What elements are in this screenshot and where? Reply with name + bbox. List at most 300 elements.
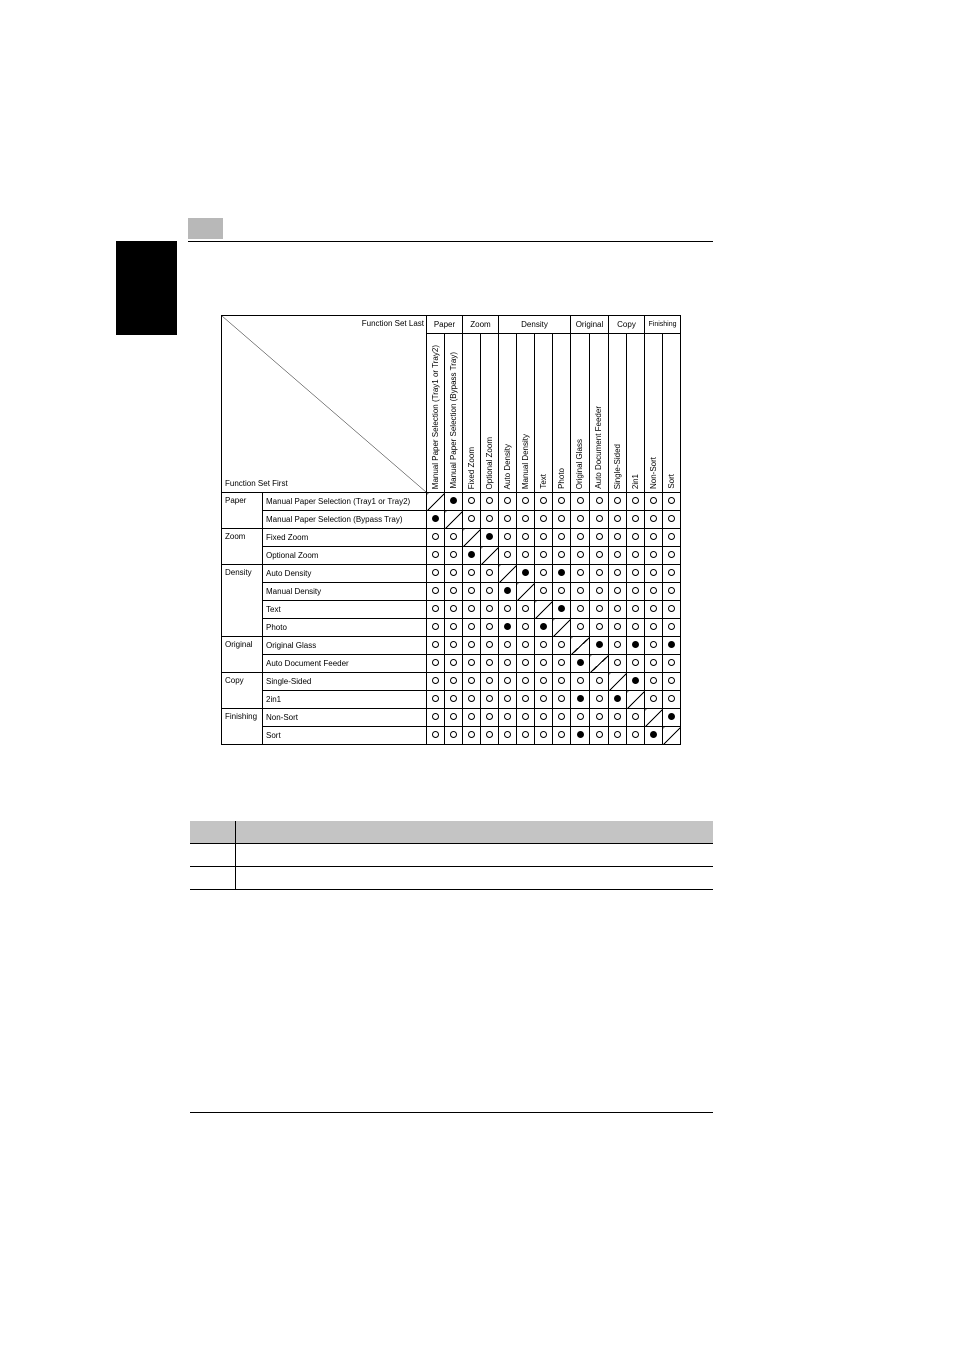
compatibility-cell (645, 529, 663, 547)
open-circle-icon (450, 587, 457, 594)
open-circle-icon (486, 587, 493, 594)
open-circle-icon (432, 659, 439, 666)
compatibility-cell (609, 619, 627, 637)
open-circle-icon (504, 695, 511, 702)
compatibility-cell (553, 691, 571, 709)
open-circle-icon (432, 641, 439, 648)
compatibility-cell (553, 493, 571, 511)
compatibility-cell (571, 493, 590, 511)
legend-row (190, 867, 713, 890)
compatibility-cell (445, 709, 463, 727)
open-circle-icon (504, 659, 511, 666)
compatibility-cell (463, 493, 481, 511)
open-circle-icon (577, 497, 584, 504)
compatibility-cell (445, 673, 463, 691)
compatibility-cell (645, 565, 663, 583)
compatibility-cell (663, 709, 681, 727)
matrix-row (222, 637, 681, 655)
column-header (499, 334, 517, 493)
open-circle-icon (522, 533, 529, 540)
column-header-label: Original Glass (575, 438, 584, 489)
row-label: 2in1 (263, 691, 427, 709)
open-circle-icon (614, 623, 621, 630)
compatibility-cell (445, 655, 463, 673)
compatibility-cell (463, 565, 481, 583)
matrix-row (222, 493, 681, 511)
open-circle-icon (614, 731, 621, 738)
compatibility-cell (499, 655, 517, 673)
compatibility-cell (590, 529, 609, 547)
open-circle-icon (596, 713, 603, 720)
open-circle-icon (486, 641, 493, 648)
open-circle-icon (614, 497, 621, 504)
open-circle-icon (432, 569, 439, 576)
matrix-row (222, 565, 681, 583)
compatibility-cell (517, 619, 535, 637)
compatibility-cell (481, 655, 499, 673)
diagonal-cell (517, 583, 535, 601)
filled-circle-icon (596, 641, 603, 648)
chapter-side-tab (116, 241, 177, 335)
matrix-row (222, 619, 681, 637)
open-circle-icon (486, 623, 493, 630)
open-circle-icon (668, 497, 675, 504)
open-circle-icon (522, 605, 529, 612)
compatibility-cell (481, 619, 499, 637)
function-set-last-label: Function Set Last (361, 319, 424, 328)
compatibility-cell (517, 565, 535, 583)
open-circle-icon (558, 731, 565, 738)
open-circle-icon (632, 605, 639, 612)
open-circle-icon (577, 569, 584, 576)
open-circle-icon (522, 497, 529, 504)
open-circle-icon (558, 515, 565, 522)
open-circle-icon (668, 569, 675, 576)
compatibility-cell (535, 547, 553, 565)
compatibility-cell (535, 493, 553, 511)
open-circle-icon (468, 677, 475, 684)
diagonal-cell (535, 601, 553, 619)
column-header-label: Auto Document Feeder (594, 406, 603, 489)
column-header (590, 334, 609, 493)
open-circle-icon (650, 533, 657, 540)
filled-circle-icon (522, 569, 529, 576)
compatibility-cell (445, 493, 463, 511)
compatibility-cell (627, 655, 645, 673)
compatibility-cell (571, 565, 590, 583)
matrix-row (222, 673, 681, 691)
open-circle-icon (668, 677, 675, 684)
column-header-label: Manual Density (520, 433, 530, 489)
compatibility-cell (663, 619, 681, 637)
open-circle-icon (504, 497, 511, 504)
column-header-label: Fixed Zoom (466, 446, 476, 489)
column-header-label: Non-Sort (648, 456, 658, 489)
open-circle-icon (596, 605, 603, 612)
compatibility-cell (645, 637, 663, 655)
compatibility-cell (463, 691, 481, 709)
row-label: Photo (263, 619, 427, 637)
open-circle-icon (668, 587, 675, 594)
compatibility-cell (481, 583, 499, 601)
diagonal-cell (427, 493, 445, 511)
compatibility-cell (481, 601, 499, 619)
open-circle-icon (522, 623, 529, 630)
matrix-row (222, 655, 681, 673)
compatibility-cell (535, 583, 553, 601)
row-group-label: Zoom (222, 529, 263, 565)
compatibility-cell (627, 547, 645, 565)
compatibility-cell (463, 655, 481, 673)
open-circle-icon (668, 623, 675, 630)
open-circle-icon (432, 695, 439, 702)
open-circle-icon (540, 497, 547, 504)
column-header (645, 334, 663, 493)
compatibility-cell (663, 565, 681, 583)
open-circle-icon (650, 587, 657, 594)
compatibility-cell (427, 637, 445, 655)
filled-circle-icon (632, 641, 639, 648)
matrix-corner (222, 316, 427, 493)
open-circle-icon (632, 533, 639, 540)
compatibility-cell (427, 709, 445, 727)
compatibility-cell (481, 709, 499, 727)
open-circle-icon (540, 659, 547, 666)
column-header (481, 334, 499, 493)
open-circle-icon (522, 731, 529, 738)
open-circle-icon (432, 533, 439, 540)
compatibility-cell (427, 727, 445, 745)
compatibility-cell (535, 727, 553, 745)
filled-circle-icon (432, 515, 439, 522)
matrix-row (222, 709, 681, 727)
open-circle-icon (522, 515, 529, 522)
open-circle-icon (450, 623, 457, 630)
column-header-label: Manual Paper Selection (Tray1 or Tray2) (430, 344, 440, 489)
compatibility-cell (535, 565, 553, 583)
compatibility-cell (590, 727, 609, 745)
filled-circle-icon (504, 587, 511, 594)
open-circle-icon (632, 515, 639, 522)
compatibility-cell (553, 583, 571, 601)
open-circle-icon (614, 641, 621, 648)
compatibility-cell (481, 511, 499, 529)
compatibility-cell (571, 529, 590, 547)
open-circle-icon (577, 587, 584, 594)
compatibility-cell (627, 493, 645, 511)
open-circle-icon (504, 641, 511, 648)
open-circle-icon (504, 605, 511, 612)
open-circle-icon (614, 587, 621, 594)
compatibility-cell (645, 691, 663, 709)
compatibility-cell (535, 655, 553, 673)
compatibility-cell (445, 583, 463, 601)
compatibility-cell (499, 583, 517, 601)
compatibility-cell (609, 493, 627, 511)
compatibility-cell (645, 655, 663, 673)
compatibility-cell (517, 727, 535, 745)
compatibility-cell (535, 529, 553, 547)
filled-circle-icon (632, 677, 639, 684)
open-circle-icon (450, 659, 457, 666)
column-group-header: Density (499, 316, 571, 334)
column-header (571, 334, 590, 493)
open-circle-icon (558, 659, 565, 666)
open-circle-icon (450, 677, 457, 684)
open-circle-icon (614, 533, 621, 540)
open-circle-icon (596, 587, 603, 594)
matrix-row (222, 691, 681, 709)
compatibility-cell (609, 637, 627, 655)
compatibility-cell (553, 727, 571, 745)
open-circle-icon (650, 569, 657, 576)
open-circle-icon (668, 695, 675, 702)
open-circle-icon (522, 695, 529, 702)
filled-circle-icon (577, 659, 584, 666)
open-circle-icon (614, 551, 621, 558)
open-circle-icon (540, 533, 547, 540)
open-circle-icon (632, 569, 639, 576)
diagonal-cell (663, 727, 681, 745)
compatibility-cell (627, 583, 645, 601)
function-combination-matrix (221, 315, 681, 745)
symbol-legend-table (190, 821, 713, 890)
diagonal-cell (445, 511, 463, 529)
open-circle-icon (468, 623, 475, 630)
open-circle-icon (432, 587, 439, 594)
compatibility-cell (499, 547, 517, 565)
matrix-row (222, 529, 681, 547)
matrix-row (222, 601, 681, 619)
open-circle-icon (450, 713, 457, 720)
compatibility-cell (627, 637, 645, 655)
compatibility-cell (663, 655, 681, 673)
row-label: Sort (263, 727, 427, 745)
compatibility-cell (590, 601, 609, 619)
diagonal-cell (481, 547, 499, 565)
open-circle-icon (596, 623, 603, 630)
compatibility-cell (535, 637, 553, 655)
compatibility-cell (535, 691, 553, 709)
compatibility-cell (517, 601, 535, 619)
compatibility-cell (627, 601, 645, 619)
open-circle-icon (468, 515, 475, 522)
column-header (535, 334, 553, 493)
compatibility-cell (427, 655, 445, 673)
open-circle-icon (668, 515, 675, 522)
column-header-label: Optional Zoom (484, 436, 494, 489)
matrix-row (222, 511, 681, 529)
open-circle-icon (614, 713, 621, 720)
column-header (445, 334, 463, 493)
legend-header-row (190, 821, 713, 844)
open-circle-icon (504, 551, 511, 558)
open-circle-icon (650, 551, 657, 558)
compatibility-cell (590, 547, 609, 565)
compatibility-cell (553, 673, 571, 691)
compatibility-cell (481, 565, 499, 583)
open-circle-icon (650, 677, 657, 684)
compatibility-cell (517, 673, 535, 691)
compatibility-cell (427, 565, 445, 583)
open-circle-icon (450, 569, 457, 576)
open-circle-icon (596, 695, 603, 702)
column-header-label: Single-Sided (612, 443, 622, 489)
open-circle-icon (577, 623, 584, 630)
filled-circle-icon (668, 713, 675, 720)
compatibility-cell (571, 691, 590, 709)
compatibility-cell (427, 673, 445, 691)
legend-description-cell (236, 867, 714, 890)
open-circle-icon (504, 677, 511, 684)
open-circle-icon (432, 551, 439, 558)
compatibility-cell (499, 727, 517, 745)
compatibility-cell (517, 691, 535, 709)
compatibility-cell (645, 547, 663, 565)
compatibility-cell (535, 673, 553, 691)
open-circle-icon (450, 641, 457, 648)
column-header-label: Sort (666, 474, 676, 489)
compatibility-cell (427, 619, 445, 637)
open-circle-icon (540, 713, 547, 720)
compatibility-cell (663, 493, 681, 511)
compatibility-cell (590, 691, 609, 709)
row-label: Manual Density (263, 583, 427, 601)
compatibility-cell (627, 619, 645, 637)
row-group-label: Finishing (222, 709, 263, 745)
filled-circle-icon (668, 641, 675, 648)
column-group-header: Paper (427, 316, 463, 334)
row-group-label: Density (222, 565, 263, 637)
column-header-label: Manual Paper Selection (Bypass Tray) (448, 352, 458, 489)
open-circle-icon (468, 731, 475, 738)
compatibility-cell (645, 601, 663, 619)
open-circle-icon (450, 695, 457, 702)
column-group-header: Zoom (463, 316, 499, 334)
filled-circle-icon (450, 497, 457, 504)
compatibility-cell (571, 511, 590, 529)
column-header-label: 2in1 (630, 473, 640, 489)
compatibility-cell (609, 529, 627, 547)
compatibility-cell (445, 547, 463, 565)
compatibility-cell (553, 709, 571, 727)
row-label: Fixed Zoom (263, 529, 427, 547)
compatibility-cell (517, 547, 535, 565)
compatibility-cell (571, 547, 590, 565)
open-circle-icon (522, 713, 529, 720)
row-group-label: Copy (222, 673, 263, 709)
compatibility-cell (645, 493, 663, 511)
open-circle-icon (614, 569, 621, 576)
column-header (609, 334, 627, 493)
legend-description-cell (236, 844, 714, 867)
open-circle-icon (486, 515, 493, 522)
compatibility-cell (445, 727, 463, 745)
compatibility-cell (517, 511, 535, 529)
compatibility-cell (627, 529, 645, 547)
open-circle-icon (668, 551, 675, 558)
compatibility-cell (481, 691, 499, 709)
open-circle-icon (577, 605, 584, 612)
compatibility-cell (553, 601, 571, 619)
open-circle-icon (486, 497, 493, 504)
compatibility-cell (571, 709, 590, 727)
open-circle-icon (486, 713, 493, 720)
compatibility-cell (499, 709, 517, 727)
compatibility-cell (590, 583, 609, 601)
diagonal-cell (499, 565, 517, 583)
open-circle-icon (577, 551, 584, 558)
header-rule (188, 241, 713, 242)
column-header (663, 334, 681, 493)
row-label: Text (263, 601, 427, 619)
open-circle-icon (486, 677, 493, 684)
compatibility-cell (517, 493, 535, 511)
open-circle-icon (650, 659, 657, 666)
compatibility-cell (590, 709, 609, 727)
filled-circle-icon (577, 695, 584, 702)
open-circle-icon (596, 677, 603, 684)
filled-circle-icon (558, 605, 565, 612)
open-circle-icon (486, 659, 493, 666)
matrix-row (222, 547, 681, 565)
compatibility-cell (445, 691, 463, 709)
open-circle-icon (468, 695, 475, 702)
row-label: Manual Paper Selection (Tray1 or Tray2) (263, 493, 427, 511)
compatibility-cell (427, 691, 445, 709)
compatibility-cell (481, 493, 499, 511)
open-circle-icon (558, 641, 565, 648)
row-label: Non-Sort (263, 709, 427, 727)
compatibility-cell (645, 727, 663, 745)
compatibility-cell (609, 511, 627, 529)
column-header (627, 334, 645, 493)
open-circle-icon (540, 587, 547, 594)
compatibility-cell (663, 583, 681, 601)
open-circle-icon (468, 605, 475, 612)
open-circle-icon (577, 515, 584, 522)
matrix-row (222, 727, 681, 745)
compatibility-cell (627, 709, 645, 727)
filled-circle-icon (650, 731, 657, 738)
diagonal-cell (590, 655, 609, 673)
diagonal-cell (627, 691, 645, 709)
compatibility-cell (571, 583, 590, 601)
open-circle-icon (614, 605, 621, 612)
compatibility-cell (553, 547, 571, 565)
compatibility-cell (481, 727, 499, 745)
column-header (517, 334, 535, 493)
compatibility-cell (427, 583, 445, 601)
open-circle-icon (614, 515, 621, 522)
row-label: Auto Document Feeder (263, 655, 427, 673)
compatibility-cell (663, 673, 681, 691)
open-circle-icon (558, 551, 565, 558)
column-header (427, 334, 445, 493)
compatibility-cell (590, 511, 609, 529)
open-circle-icon (668, 659, 675, 666)
compatibility-cell (609, 601, 627, 619)
compatibility-cell (571, 655, 590, 673)
compatibility-cell (571, 727, 590, 745)
compatibility-cell (553, 655, 571, 673)
compatibility-cell (427, 529, 445, 547)
compatibility-cell (463, 637, 481, 655)
compatibility-cell (463, 547, 481, 565)
compatibility-cell (571, 619, 590, 637)
legend-symbol-cell (190, 867, 236, 890)
compatibility-cell (553, 565, 571, 583)
